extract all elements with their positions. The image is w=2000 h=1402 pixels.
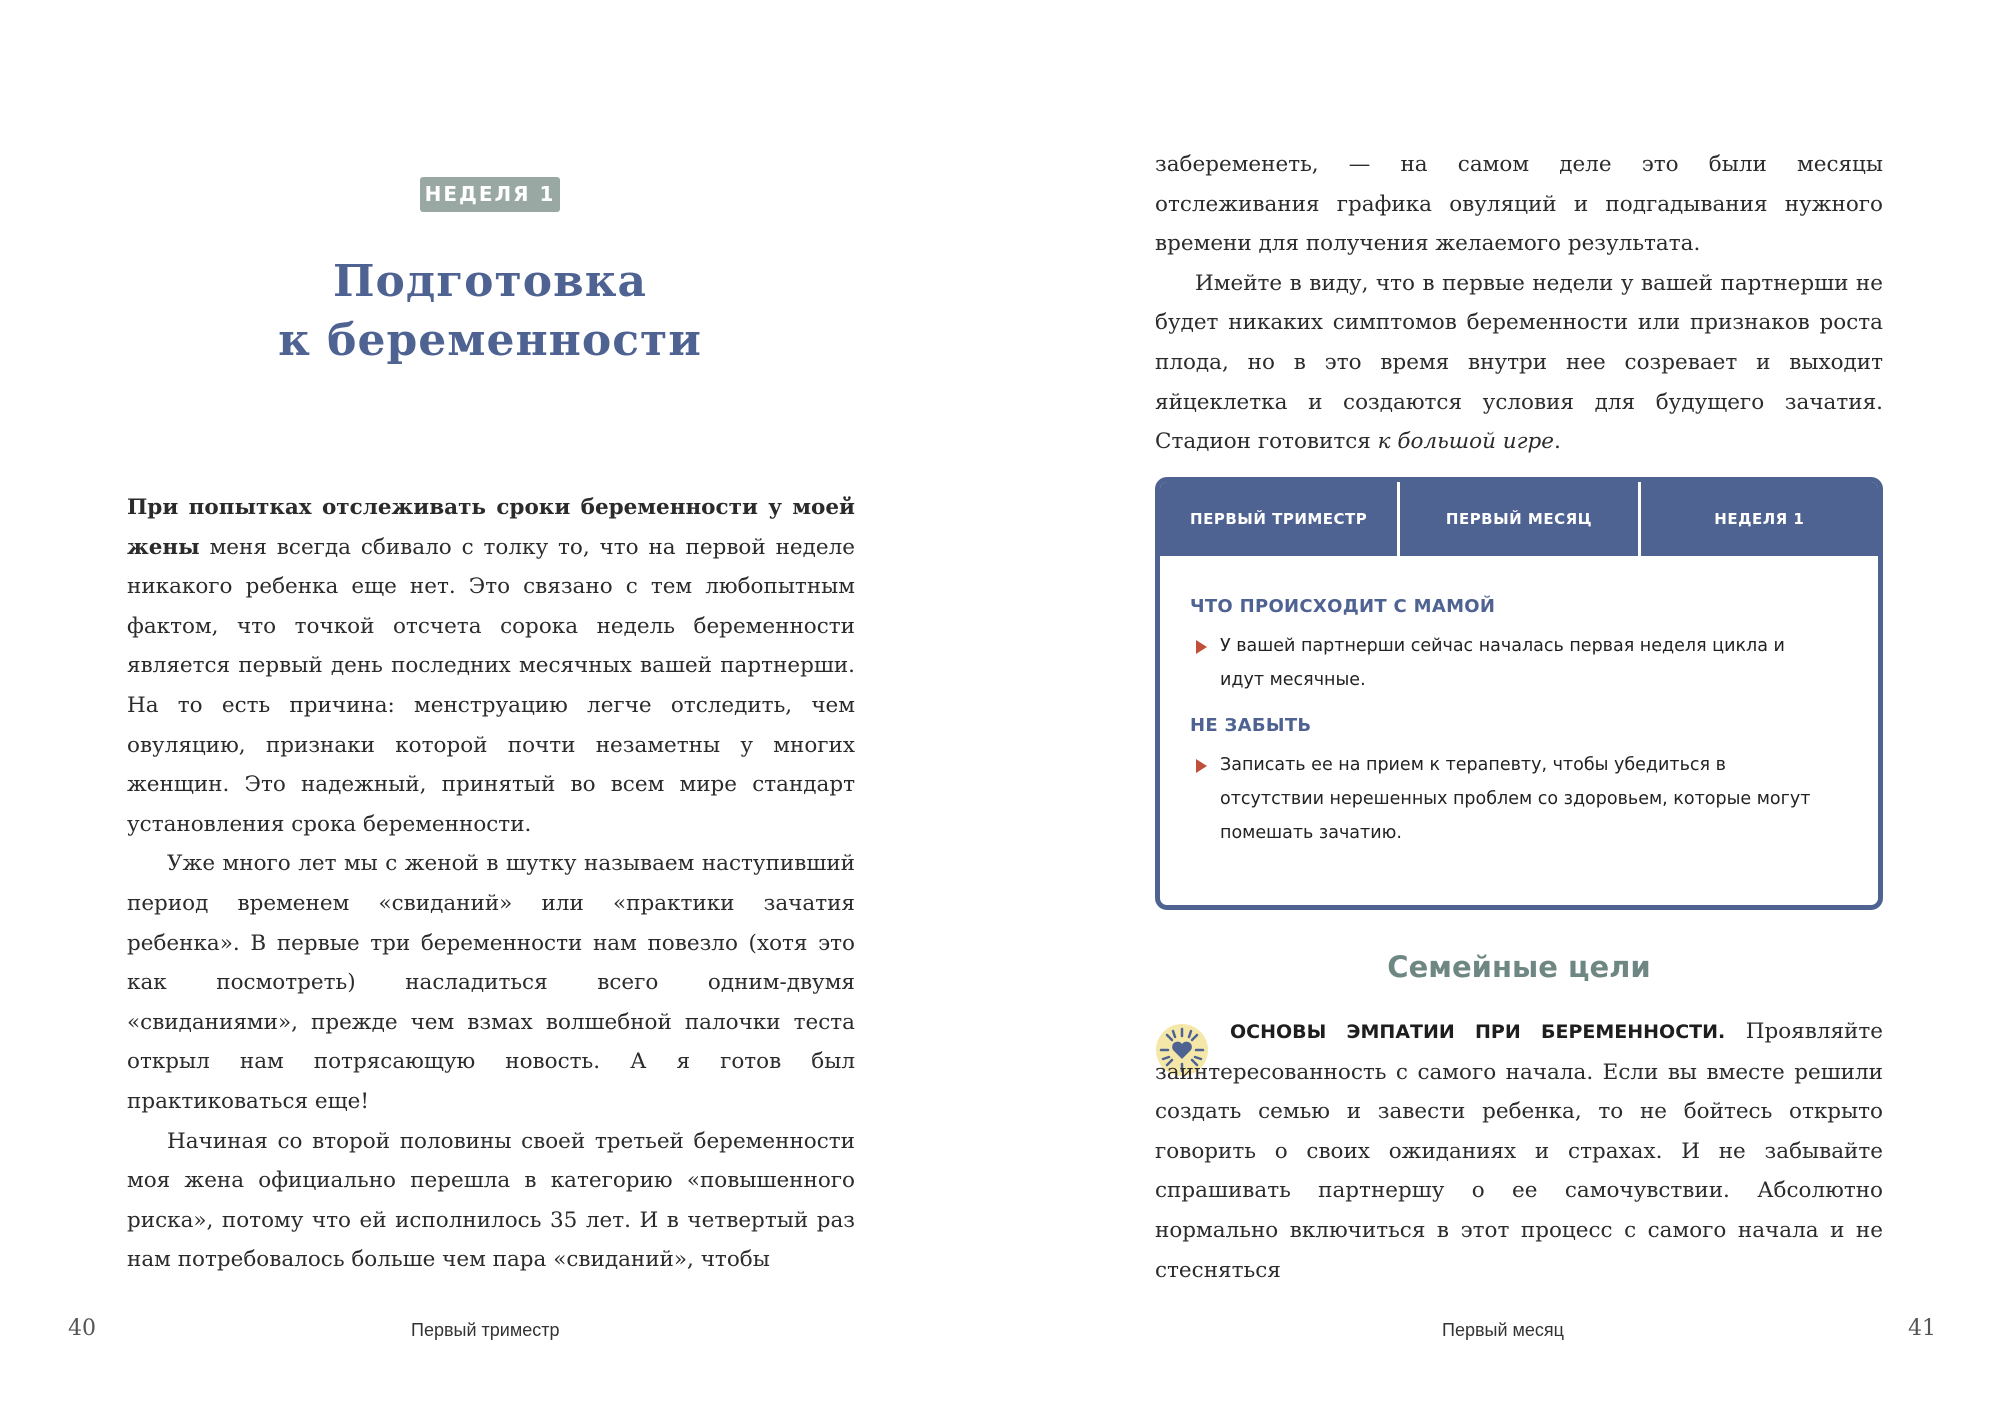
info-item-text: У вашей партнерши сейчас началась первая неделя цикла и идут месячные. (1220, 636, 1785, 690)
info-item (1190, 629, 1820, 697)
info-box (1155, 477, 1883, 910)
empathy-lead: ОСНОВЫ ЭМПАТИИ ПРИ БЕРЕМЕННОСТИ. (1230, 1021, 1726, 1043)
empathy-paragraph (1155, 1012, 1883, 1290)
paragraph-lead: При попытках отслеживать сроки беременности у моей жены (127, 495, 855, 560)
paragraph-start: Имейте в виду, что в первые недели у вашей партнерши не будет никаких симптомов беременности или признаков роста плода, но в это время внутри нее созревает и выходит яйцеклетка и создаются условия для будущего зачатия. Стадион готовится (1155, 270, 1883, 455)
paragraph (1155, 264, 1883, 462)
page-number-left: 40 (68, 1316, 96, 1341)
triangle-bullet-icon (1196, 640, 1207, 654)
right-body-text (1155, 145, 1883, 462)
paragraph: Уже много лет мы с женой в шутку называем наступивший период временем «свиданий» или «практики зачатия ребенка». В первые три беременности нам повезло (хотя это как посмотреть) насладиться всего одним-двумя «свиданиями», прежде чем взмах волшебной палочки теста открыл нам потрясающую новость. А я готов был практиковаться еще! (127, 851, 855, 1114)
right-page (1000, 0, 2000, 1402)
paragraph (127, 488, 855, 844)
section-heading: Семейные цели (1387, 950, 1651, 984)
page-number-right: 41 (1908, 1316, 1936, 1341)
section-title-remember: НЕ ЗАБЫТЬ (1190, 715, 1312, 736)
paragraph (1155, 1012, 1883, 1290)
info-tab-trimester: ПЕРВЫЙ ТРИМЕСТР (1160, 482, 1400, 556)
info-item (1190, 748, 1820, 850)
info-box-header (1160, 482, 1878, 556)
triangle-bullet-icon (1196, 759, 1207, 773)
info-box-body (1160, 556, 1878, 850)
left-body-text (127, 488, 855, 1280)
empathy-body: Проявляйте заинтересованность с самого начала. Если вы вместе решили создать семью и завести ребенка, то не бойтесь открыто говорить о своих ожиданиях и страхах. И не забывайте спрашивать партнершу о ее самочувствии. Абсолютно нормально включиться в этот процесс с самого начала и не стесняться (1155, 1019, 1883, 1283)
running-head-left: Первый триместр (411, 1320, 560, 1340)
section-title-mom: ЧТО ПРОИСХОДИТ С МАМОЙ (1190, 596, 1496, 617)
paragraph: Начиная со второй половины своей третьей беременности моя жена официально перешла в категорию «повышенного риска», потому что ей исполнилось 35 лет. И в четвертый раз нам потребовалось больше чем пара «свиданий», чтобы (127, 1128, 855, 1273)
chapter-title-line2: к беременности (278, 315, 702, 366)
paragraph-rest: меня всегда сбивало с толку то, что на первой неделе никакого ребенка еще нет. Это связано с тем любопытным фактом, что точкой отсчета сорока недель беременности является первый день последних месячных вашей партнерши. На то есть причина: менструацию легче отследить, чем овуляцию, признаки которой почти незаметны у многих женщин. Это надежный, принятый во всем мире стандарт установления срока беременности. (127, 534, 855, 837)
running-head-right: Первый месяц (1442, 1320, 1564, 1340)
info-tab-month: ПЕРВЫЙ МЕСЯЦ (1400, 482, 1640, 556)
paragraph: забеременеть, — на самом деле это были месяцы отслеживания графика овуляций и подгадывания нужного времени для получения желаемого результата. (1155, 152, 1883, 257)
chapter-title (200, 252, 780, 370)
info-tab-week: НЕДЕЛЯ 1 (1714, 510, 1805, 528)
chapter-title-line1: Подготовка (332, 256, 647, 307)
paragraph-italic: к большой игре (1377, 429, 1554, 455)
info-item-text: Записать ее на прием к терапевту, чтобы убедиться в отсутствии нерешенных проблем со здоровьем, которые могут помешать зачатию. (1220, 755, 1811, 843)
paragraph-end: . (1553, 429, 1561, 455)
week-badge: НЕДЕЛЯ 1 (420, 177, 560, 212)
